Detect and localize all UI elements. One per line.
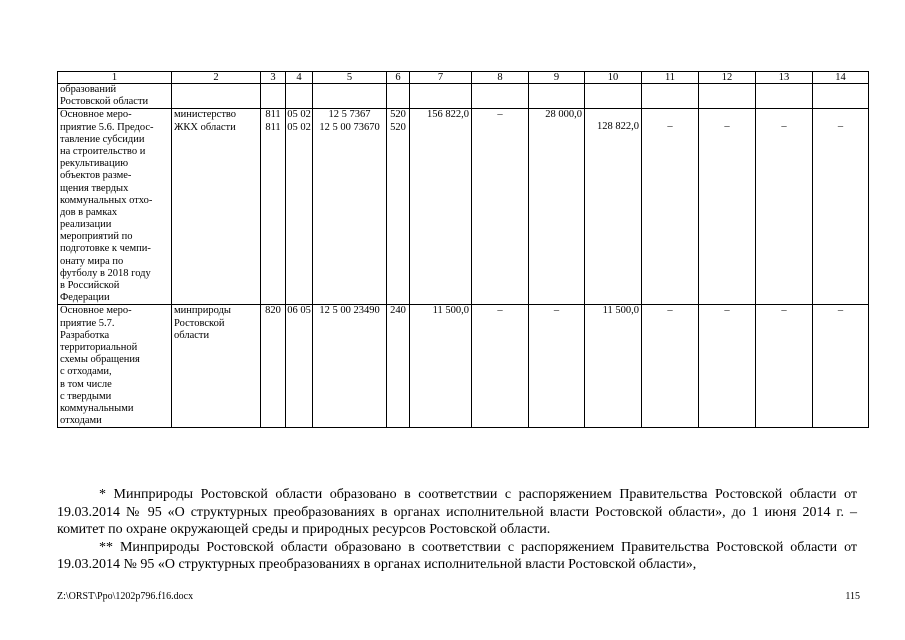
csr-cell: 12 5 7367 12 5 00 73670 (313, 109, 387, 305)
amount-cell: – (472, 305, 529, 428)
rzpr-cell: 05 02 05 02 (286, 109, 313, 305)
header-cell: 5 (313, 72, 387, 84)
amount-cell: – (699, 109, 756, 305)
amount-total-cell: 156 822,0 (410, 109, 472, 305)
amount-cell: – (813, 109, 869, 305)
page-number: 115 (845, 591, 860, 602)
csr-cell: 12 5 00 23490 (313, 305, 387, 428)
header-cell: 2 (172, 72, 261, 84)
footnotes (57, 486, 857, 574)
header-cell: 10 (585, 72, 642, 84)
amount-cell: – (813, 305, 869, 428)
header-cell: 13 (756, 72, 813, 84)
footer-file-path: Z:\ORST\Ppo\1202p796.f16.docx (57, 591, 194, 602)
header-cell: 4 (286, 72, 313, 84)
grbs-cell: 820 (261, 305, 286, 428)
header-cell: 1 (58, 72, 172, 84)
amount-cell: – (642, 109, 699, 305)
table-row-5-7 (58, 305, 869, 428)
amount-total-cell: 11 500,0 (410, 305, 472, 428)
executor-cell: минприроды Ростовской области (172, 305, 261, 428)
amount-cell: – (529, 305, 585, 428)
amount-cell: – (472, 109, 529, 305)
header-cell: 8 (472, 72, 529, 84)
header-cell: 7 (410, 72, 472, 84)
header-row (58, 72, 869, 84)
rzpr-cell: 06 05 (286, 305, 313, 428)
vr-cell: 520 520 (387, 109, 410, 305)
amount-cell: 11 500,0 (585, 305, 642, 428)
table-row-5-6 (58, 109, 869, 305)
amount-cell: 28 000,0 (529, 109, 585, 305)
activity-name-cell: образований Ростовской области (58, 84, 172, 109)
header-cell: 3 (261, 72, 286, 84)
header-cell: 6 (387, 72, 410, 84)
table-row-continuation (58, 84, 869, 109)
vr-cell: 240 (387, 305, 410, 428)
amount-cell: – (756, 305, 813, 428)
activity-name-cell: Основное меро- приятие 5.6. Предос- тавление субсидии на строительство и рекультивацию объектов разме- щения твердых коммунальных отхо- дов в рамках реализации мероприятий по подготовке к чемпи- онату мира по футболу в 2018 году в Российской Федерации (58, 109, 172, 305)
header-cell: 11 (642, 72, 699, 84)
header-cell: 14 (813, 72, 869, 84)
header-cell: 12 (699, 72, 756, 84)
executor-cell: министерство ЖКХ области (172, 109, 261, 305)
amount-cell: – (642, 305, 699, 428)
header-cell: 9 (529, 72, 585, 84)
activity-name-cell: Основное меро- приятие 5.7. Разработка территориальной схемы обращения с отходами, в том числе с твердыми коммунальными отходами (58, 305, 172, 428)
program-table (57, 71, 869, 428)
amount-cell: – (756, 109, 813, 305)
amount-cell: – (699, 305, 756, 428)
footnote-2: ** Минприроды Ростовской области образовано в соответствии с распоряжением Правительства Ростовской области от 19.03.2014 № 95 «О структурных преобразованиях в органах исполнительной власти Ростовской области», (57, 539, 858, 572)
amount-cell: 128 822,0 (585, 109, 642, 305)
footnote-1: * Минприроды Ростовской области образовано в соответствии с распоряжением Правительства Ростовской области от 19.03.2014 № 95 «О структурных преобразованиях в органах исполнительной власти Ростовской области», до 1 июня 2014 г. – комитет по охране окружающей среды и природных ресурсов Ростовской области. (57, 487, 858, 537)
grbs-cell: 811 811 (261, 109, 286, 305)
